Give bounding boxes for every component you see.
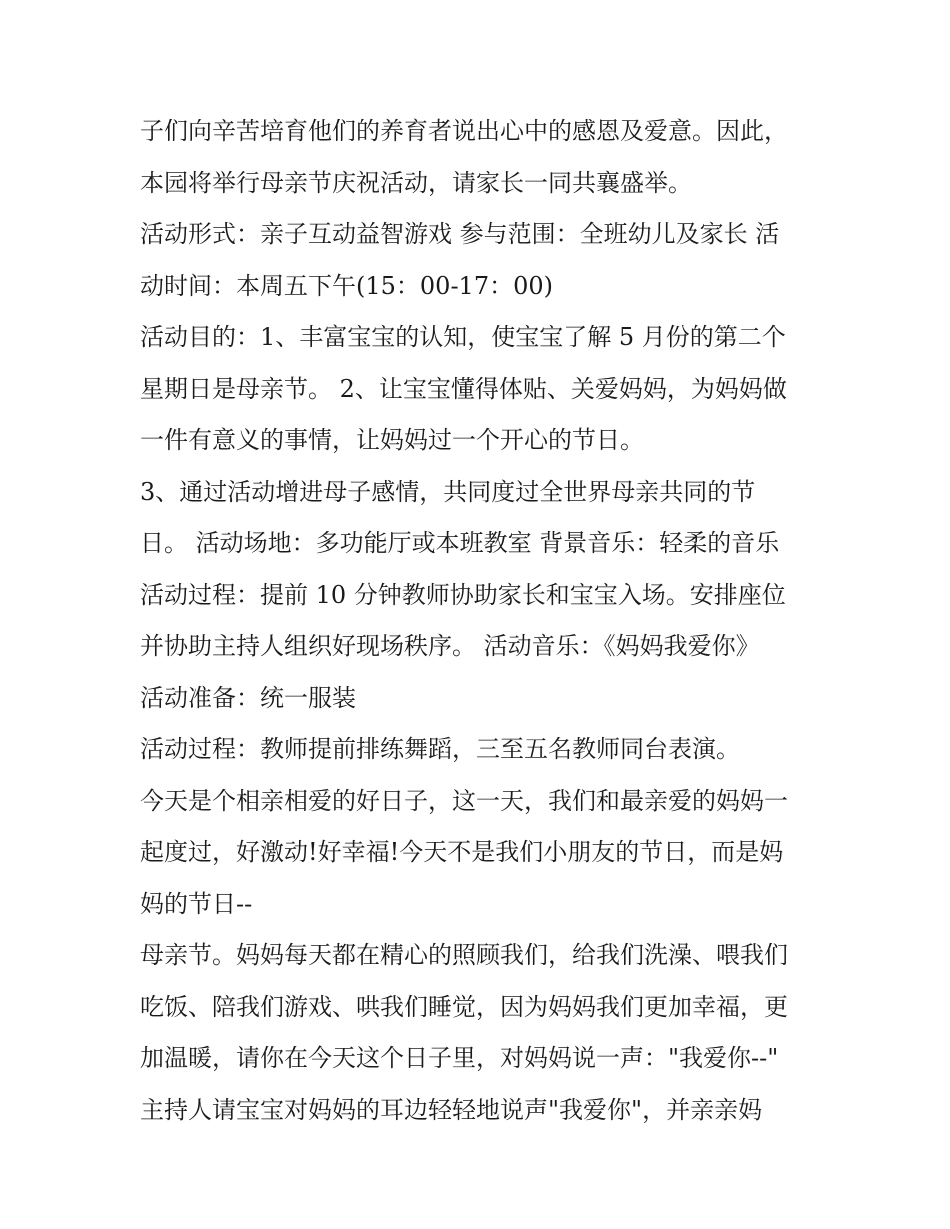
text-line-5: 活动目的：1、丰富宝宝的认知，使宝宝了解 5 月份的第二个 (140, 323, 786, 351)
text-line-8: 3、通过活动增进母子感情，共同度过全世界母亲共同的节 (140, 477, 756, 506)
text-line-4: 动时间：本周五下午(15：00-17：00) (140, 271, 553, 300)
text-line-9: 日。 活动场地：多功能厅或本班教室 背景音乐：轻柔的音乐 (140, 529, 780, 557)
text-line-14: 今天是个相亲相爱的好日子，这一天，我们和最亲爱的妈妈一 (140, 786, 788, 815)
text-line-6: 星期日是母亲节。 2、让宝宝懂得体贴、关爱妈妈，为妈妈做 (140, 374, 787, 403)
text-line-17: 母亲节。妈妈每天都在精心的照顾我们，给我们洗澡、喂我们 (140, 941, 788, 969)
text-line-10: 活动过程：提前 10 分钟教师协助家长和宝宝入场。安排座位 (140, 580, 786, 609)
text-line-3: 活动形式：亲子互动益智游戏 参与范围：全班幼儿及家长 活 (140, 220, 780, 248)
text-line-16: 妈的节日-- (140, 889, 253, 918)
text-line-2: 本园将举行母亲节庆祝活动，请家长一同共襄盛举。 (140, 168, 692, 197)
text-line-15: 起度过，好激动!好幸福!今天不是我们小朋友的节日，而是妈 (140, 838, 784, 866)
text-line-7: 一件有意义的事情，让妈妈过一个开心的节日。 (140, 426, 644, 454)
document-body (140, 106, 830, 1136)
text-line-20: 主持人请宝宝对妈妈的耳边轻轻地说声"我爱你"，并亲亲妈 (140, 1095, 763, 1124)
text-line-18: 吃饭、陪我们游戏、哄我们睡觉，因为妈妈我们更加幸福，更 (140, 992, 788, 1021)
text-line-11: 并协助主持人组织好现场秩序。 活动音乐：《妈妈我爱你》 (140, 632, 760, 660)
text-line-12: 活动准备：统一服装 (140, 683, 356, 712)
text-line-1: 子们向辛苦培育他们的养育者说出心中的感恩及爱意。因此， (140, 117, 788, 145)
text-line-19: 加温暖，请你在今天这个日子里，对妈妈说一声："我爱你--" (140, 1044, 779, 1072)
text-line-13: 活动过程：教师提前排练舞蹈，三至五名教师同台表演。 (140, 735, 740, 763)
